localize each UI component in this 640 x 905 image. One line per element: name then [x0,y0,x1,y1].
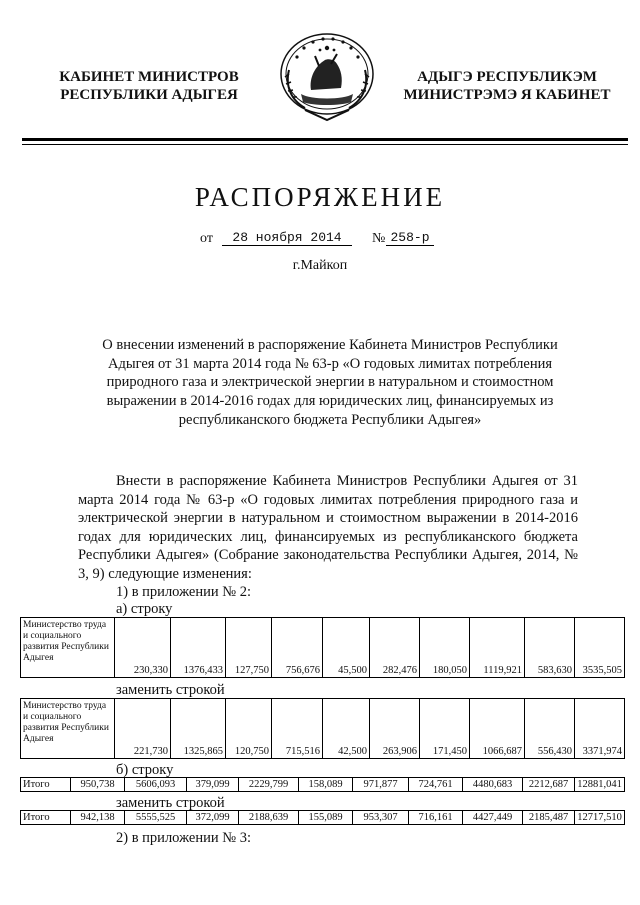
replace-heading-2: заменить строкой [116,795,225,811]
table-cell: 120,750 [226,699,272,759]
table-cell: 1325,865 [171,699,226,759]
header-left-line1: КАБИНЕТ МИНИСТРОВ [59,69,239,85]
table-cell: 1066,687 [470,699,525,759]
table-cell: 715,516 [272,699,323,759]
table-cell: 1376,433 [171,618,226,678]
table-cell: 221,730 [115,699,171,759]
document-city: г.Майкоп [292,258,348,273]
table-cell: 372,099 [187,811,239,825]
sub-a-heading: а) строку [116,601,173,617]
document-subject: О внесении изменений в распоряжение Кабинета Министров Республики Адыгея от 31 марта 2014 года № 63-р «О годовых лимитах потребления природного газа и электрической энергии в натуральном и стоимостном выражении в 2014-2016 годах для юридических лиц, финансируемых из республиканского бюджета Республики Адыгея» [102,337,558,428]
item-2-heading: 2) в приложении № 3: [116,830,251,846]
table-cell: 42,500 [323,699,370,759]
table-cell: 756,676 [272,618,323,678]
header-right-line1: АДЫГЭ РЕСПУБЛИКЭМ [417,69,597,85]
row-label: Итого [21,778,71,792]
row-label: Итого [21,811,71,825]
header-left [30,68,268,104]
table-row [21,699,625,759]
table-cell: 180,050 [420,618,470,678]
table-cell: 2188,639 [239,811,299,825]
table-cell: 263,906 [370,699,420,759]
header-left-line2: РЕСПУБЛИКИ АДЫГЕЯ [60,87,238,103]
table-cell: 724,761 [409,778,463,792]
table-row-a-new [20,698,625,759]
table-cell: 3535,505 [575,618,625,678]
table-cell: 950,738 [71,778,125,792]
table-cell: 1119,921 [470,618,525,678]
table-row [21,618,625,678]
item-1-heading: 1) в приложении № 2: [116,584,251,600]
table-row [21,811,625,825]
table-cell: 942,138 [71,811,125,825]
table-cell: 12717,510 [575,811,625,825]
table-cell: 4480,683 [463,778,523,792]
document-date: 28 ноября 2014 [222,230,352,246]
row-label: Министерство труда и социального развития Республики Адыгея [21,699,115,759]
table-cell: 953,307 [353,811,409,825]
table-cell: 583,630 [525,618,575,678]
replace-heading-1: заменить строкой [116,682,225,698]
document-title: РАСПОРЯЖЕНИЕ [194,182,446,212]
sub-b-heading: б) строку [116,762,174,778]
table-cell: 45,500 [323,618,370,678]
body-paragraph: Внести в распоряжение Кабинета Министров Республики Адыгея от 31 марта 2014 года № 63-р «О годовых лимитах потребления природного газа и электрической энергии в натуральном и стоимостном выражении в 2014-2016 годах для юридических лиц, финансируемых из республиканского бюджета Республики Адыгея» (Собрание законодательства Республики Адыгея, 2014, № 3, 9) следующие изменения: [78,473,578,582]
table-cell: 4427,449 [463,811,523,825]
table-cell: 2212,687 [523,778,575,792]
header-right-line2: МИНИСТРЭМЭ Я КАБИНЕТ [403,87,611,103]
table-cell: 2185,487 [523,811,575,825]
table-cell: 171,450 [420,699,470,759]
table-cell: 379,099 [187,778,239,792]
table-cell: 12881,041 [575,778,625,792]
row-label: Министерство труда и социального развития Республики Адыгея [21,618,115,678]
date-number-line [200,230,460,248]
header-divider-thick [22,138,628,141]
table-cell: 155,089 [299,811,353,825]
header-divider-thin [22,144,628,145]
table-cell: 230,330 [115,618,171,678]
header-right [384,68,630,104]
table-cell: 2229,799 [239,778,299,792]
table-cell: 716,161 [409,811,463,825]
table-cell: 282,476 [370,618,420,678]
table-row-b-old [20,777,625,792]
table-cell: 5555,525 [125,811,187,825]
table-cell: 556,430 [525,699,575,759]
table-cell: 127,750 [226,618,272,678]
number-prefix: № [372,231,386,246]
date-prefix: от [200,231,213,246]
table-row [21,778,625,792]
table-cell: 971,877 [353,778,409,792]
table-cell: 158,089 [299,778,353,792]
coat-of-arms-icon [271,30,383,122]
table-cell: 3371,974 [575,699,625,759]
table-row-a-old [20,617,625,678]
document-number: 258-р [386,230,434,246]
table-cell: 5606,093 [125,778,187,792]
table-row-b-new [20,810,625,825]
